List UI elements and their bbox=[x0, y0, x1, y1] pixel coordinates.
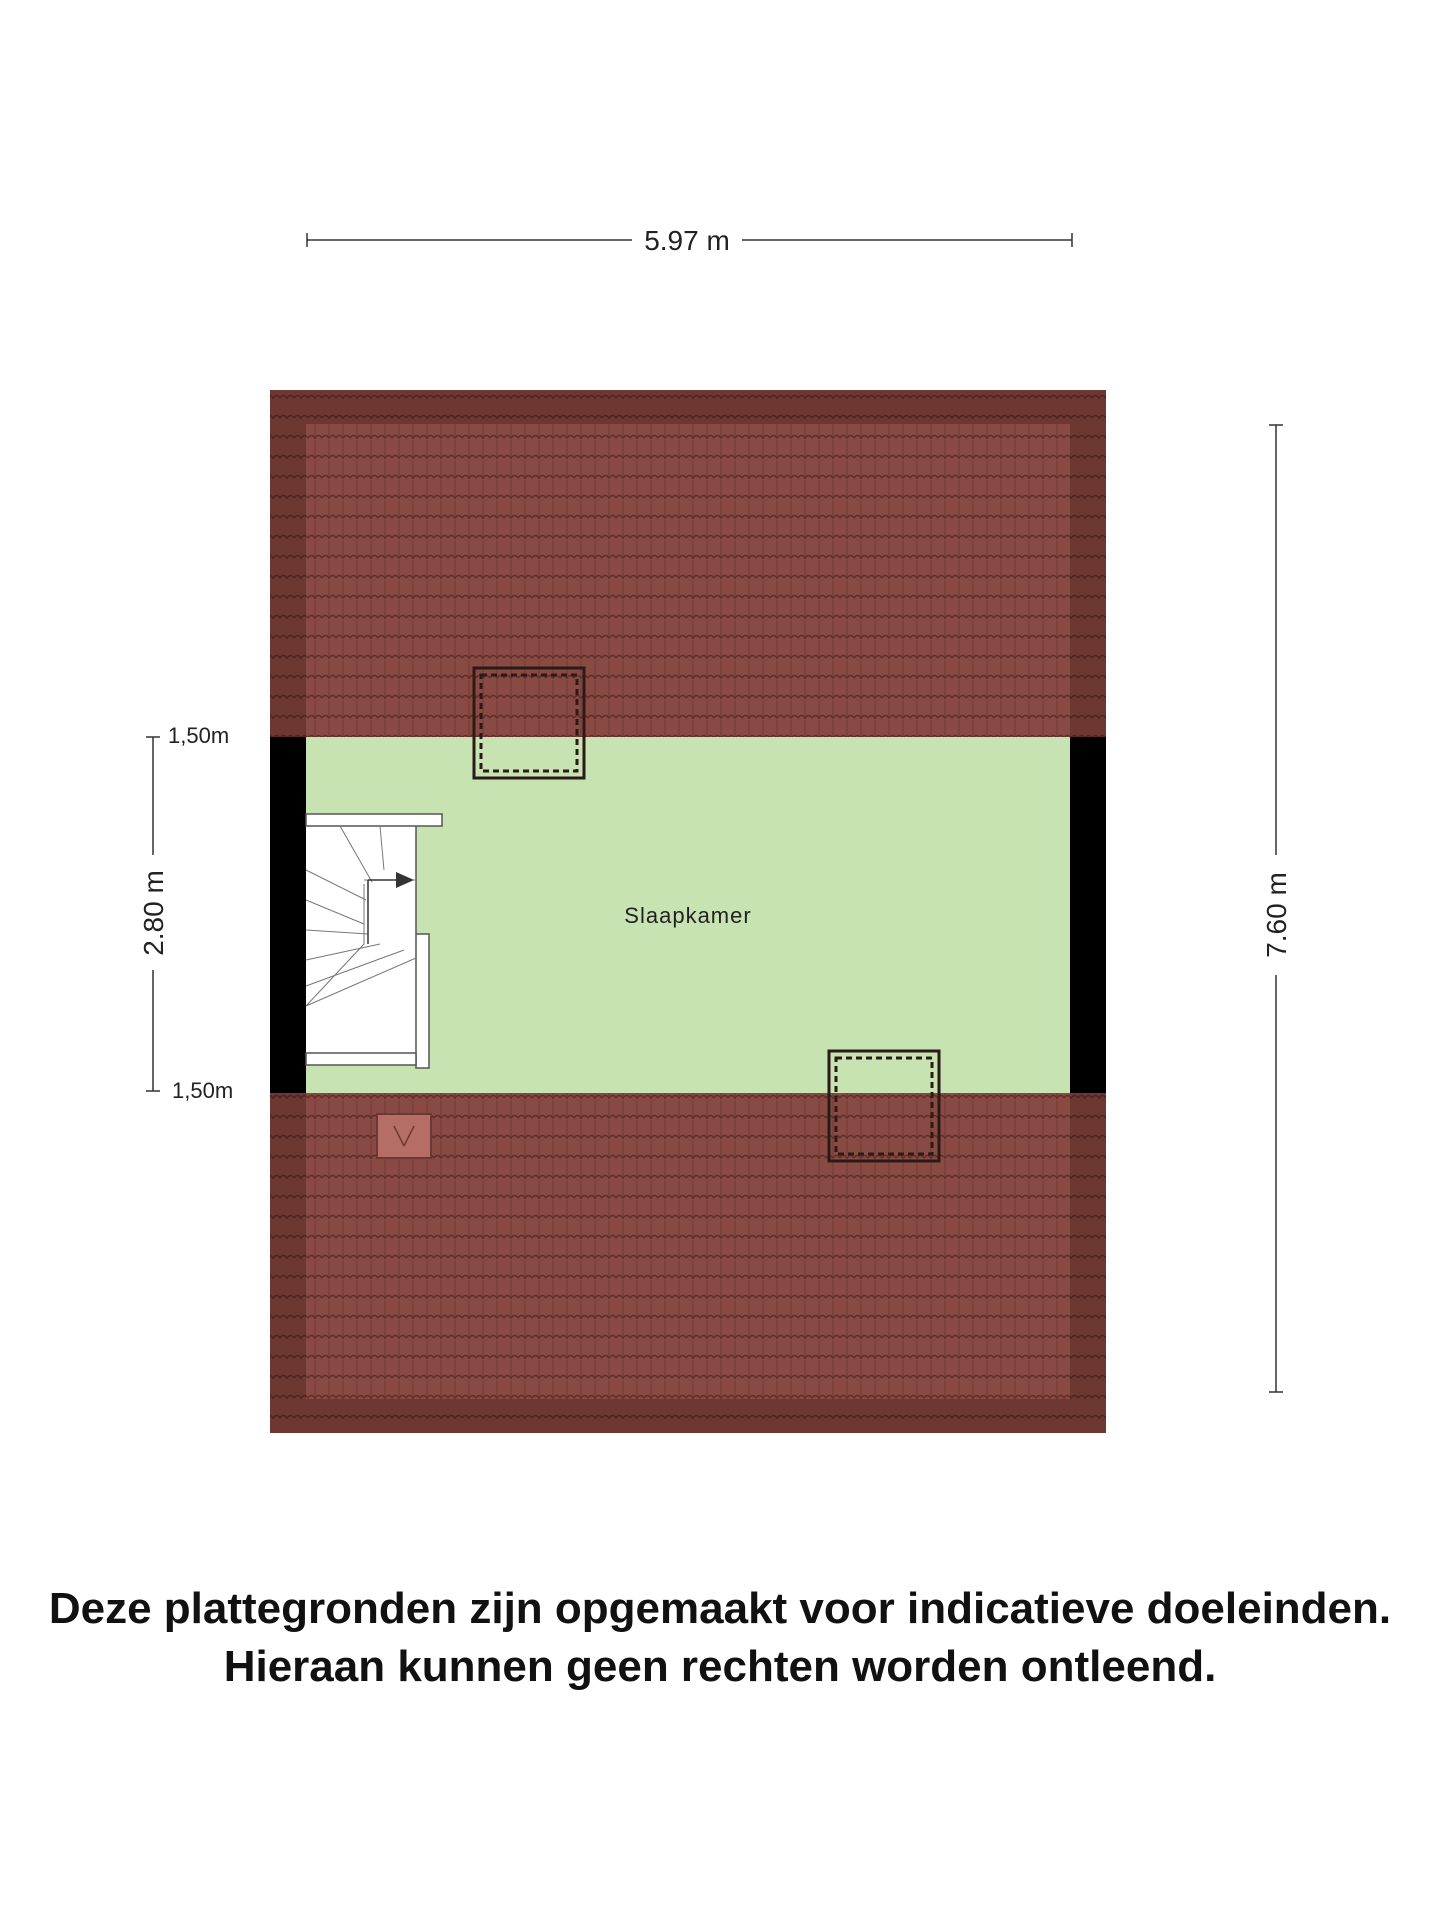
wall-left bbox=[270, 737, 306, 1093]
stair-landing-rail bbox=[306, 814, 442, 826]
disclaimer-line-1: Deze plattegronden zijn opgemaakt voor indicatieve doeleinden. bbox=[48, 1584, 1392, 1633]
stair-side-rail bbox=[416, 934, 429, 1068]
roof-edge-bottom bbox=[270, 1399, 1106, 1433]
dimension-room-height-label: 2.80 m bbox=[138, 870, 169, 956]
room-label-slaapkamer: Slaapkamer bbox=[624, 903, 752, 928]
stair-bottom-rail bbox=[306, 1053, 416, 1065]
dimension-height-label: 7.60 m bbox=[1261, 872, 1292, 958]
slope-height-bottom: 1,50m bbox=[172, 1078, 234, 1103]
vent-icon bbox=[377, 1114, 431, 1158]
roof-edge-top bbox=[270, 390, 1106, 424]
wall-right bbox=[1070, 737, 1106, 1093]
disclaimer bbox=[0, 1580, 1440, 1696]
slope-height-top: 1,50m bbox=[168, 723, 230, 748]
dimension-width-label: 5.97 m bbox=[644, 225, 730, 256]
disclaimer-line-2: Hieraan kunnen geen rechten worden ontleend. bbox=[223, 1642, 1217, 1691]
